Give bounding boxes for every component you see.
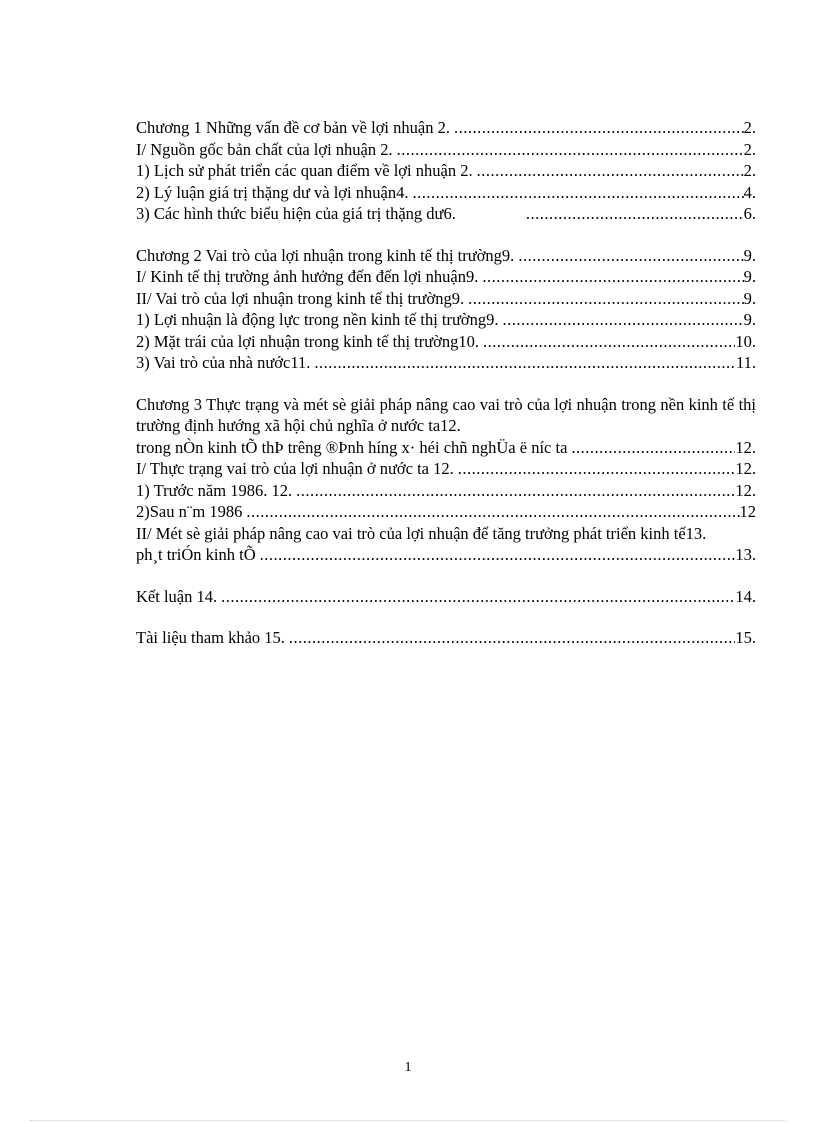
toc-entry	[136, 182, 756, 204]
toc-entry-title: II/ Mét sè giải pháp nâng cao vai trò của lợi nhuận để tăng trưởng phát triển kinh tế13.	[136, 523, 707, 543]
toc-entry-title: 3) Vai trò của nhà nước11.	[136, 353, 311, 372]
toc-entry-title: II/ Vai trò của lợi nhuận trong kinh tế thị trường9.	[136, 288, 465, 308]
toc-entry-page: 6.	[743, 204, 756, 223]
toc-entry-heading	[136, 394, 756, 437]
toc-entry-title: I/ Nguồn gốc bản chất của lợi nhuận 2.	[136, 139, 393, 159]
toc-entry	[136, 288, 756, 310]
dot-leader	[503, 309, 744, 331]
toc-entry-title: ph¸t triÓn kinh tÕ	[136, 545, 256, 564]
dot-leader	[314, 352, 736, 374]
toc-entry-page: 12.	[735, 437, 756, 457]
toc-entry-page: 14.	[735, 586, 756, 606]
dot-leader	[526, 203, 744, 225]
toc-entry-title: 2) Mặt trái của lợi nhuận trong kinh tế thị trường10.	[136, 331, 480, 351]
dot-leader	[571, 437, 735, 459]
toc-entry-title: Chương 2 Vai trò của lợi nhuận trong kinh tế thị trường9.	[136, 245, 515, 265]
toc-entry-page: 9.	[743, 288, 756, 308]
table-of-contents	[136, 117, 756, 669]
toc-entry-title: Tài liệu tham khảo 15.	[136, 628, 285, 647]
toc-entry-page: 2.	[743, 118, 756, 137]
toc-chapter-2	[136, 245, 756, 374]
toc-conclusion	[136, 586, 756, 608]
toc-entry-title: 2) Lý luận giá trị thặng dư và lợi nhuận4.	[136, 182, 409, 202]
toc-entry-title: Chương 3 Thực trạng và mét sè giải pháp nâng cao vai trò của lợi nhuận trong nền kinh tế thị trường định hướng xã hội chủ nghĩa ở nước ta12.	[136, 394, 756, 435]
dot-leader	[483, 331, 735, 353]
toc-entry	[136, 480, 756, 502]
toc-entry-title: 3) Các hình thức biểu hiện của giá trị thặng dư6.	[136, 204, 456, 223]
dot-leader	[397, 139, 744, 161]
dot-leader	[289, 627, 735, 649]
toc-entry	[136, 331, 756, 353]
toc-entry	[136, 458, 756, 480]
toc-entry-page: 12	[739, 502, 756, 521]
dot-leader	[221, 586, 735, 608]
toc-entry	[136, 627, 756, 649]
toc-entry-page: 2.	[743, 139, 756, 159]
toc-chapter-1	[136, 117, 756, 225]
toc-entry-title: 1) Lịch sử phát triển các quan điểm về lợi nhuận 2.	[136, 161, 473, 180]
toc-entry-page: 9.	[743, 267, 756, 286]
toc-entry	[136, 160, 756, 182]
toc-entry-page: 2.	[743, 161, 756, 180]
toc-entry-page: 12.	[735, 459, 756, 478]
toc-references	[136, 627, 756, 649]
dot-leader	[518, 245, 743, 267]
toc-entry-page: 11.	[735, 353, 756, 372]
toc-entry-title: trong nÒn kinh tÕ thÞ trêng ®Þnh híng x· héi chñ nghÜa ë níc ta	[136, 437, 568, 457]
toc-entry	[136, 586, 756, 608]
toc-entry	[136, 245, 756, 267]
toc-entry	[136, 352, 756, 374]
dot-leader	[458, 458, 736, 480]
toc-entry-title: Chương 1 Những vấn đề cơ bản về lợi nhuận 2.	[136, 118, 450, 137]
toc-entry	[136, 266, 756, 288]
toc-entry	[136, 139, 756, 161]
toc-entry-page: 9.	[743, 310, 756, 329]
toc-entry-page: 12.	[735, 480, 756, 500]
toc-entry	[136, 501, 756, 523]
dot-leader	[246, 501, 739, 523]
dot-leader	[412, 182, 743, 204]
dot-leader	[477, 160, 744, 182]
toc-entry	[136, 309, 756, 331]
toc-entry-title: I/ Kinh tế thị trường ảnh hưởng đến đến lợi nhuận9.	[136, 267, 479, 286]
toc-entry-title: 1) Lợi nhuận là động lực trong nền kinh tế thị trường9.	[136, 310, 499, 329]
toc-entry-page: 9.	[743, 245, 756, 265]
toc-entry-page: 10.	[735, 331, 756, 351]
toc-entry	[136, 117, 756, 139]
dot-leader	[260, 544, 736, 566]
dot-leader	[482, 266, 743, 288]
toc-entry-title: I/ Thực trạng vai trò của lợi nhuận ở nước ta 12.	[136, 459, 454, 478]
toc-entry-title: 2)Sau n¨m 1986	[136, 502, 243, 521]
toc-entry-title: 1) Trước năm 1986. 12.	[136, 480, 293, 500]
page-bottom-divider	[30, 1120, 786, 1121]
toc-entry-page: 4.	[743, 182, 756, 202]
dot-leader	[468, 288, 744, 310]
toc-entry-title: Kết luận 14.	[136, 586, 218, 606]
toc-entry-heading	[136, 523, 756, 545]
toc-entry	[136, 437, 756, 459]
toc-entry-page: 15.	[735, 628, 756, 647]
page-number: 1	[404, 1060, 412, 1075]
toc-entry-page: 13.	[735, 545, 756, 564]
toc-chapter-3	[136, 394, 756, 566]
dot-leader	[296, 480, 735, 502]
dot-leader	[454, 117, 744, 139]
toc-entry	[136, 203, 756, 225]
toc-entry	[136, 544, 756, 566]
